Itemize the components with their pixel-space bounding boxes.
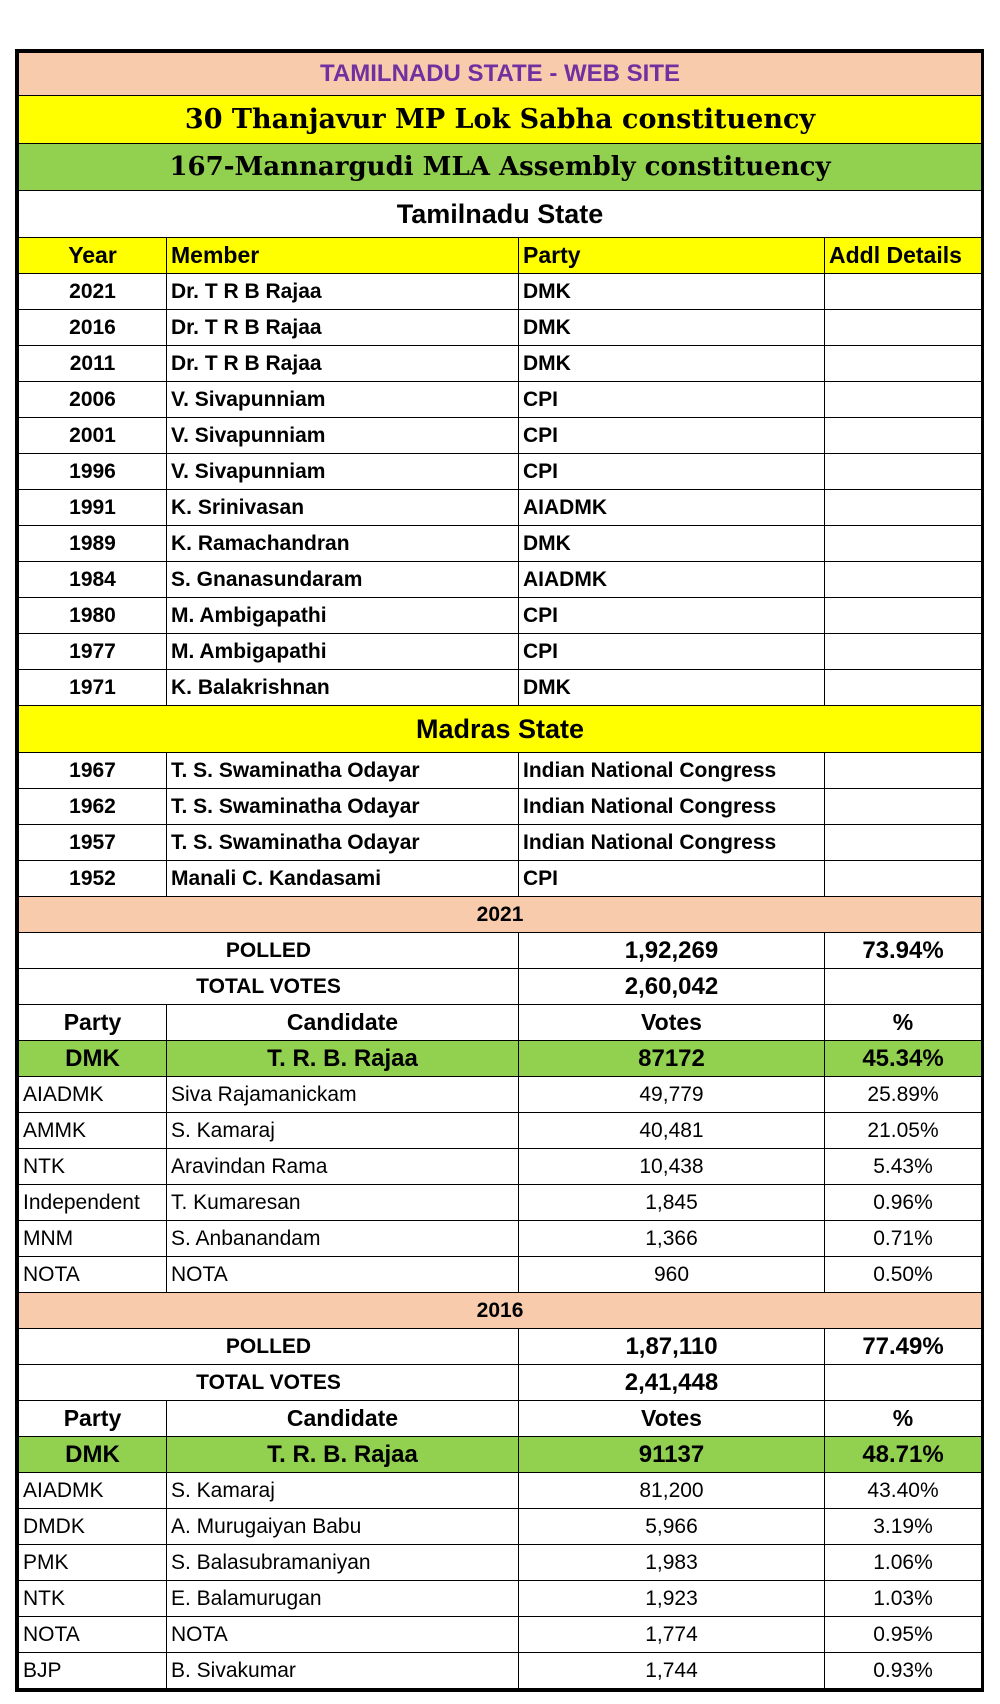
member-row [19,526,982,562]
candidate-percent: 0.71% [825,1221,982,1257]
member-year: 1971 [19,670,167,706]
member-name: S. Gnanasundaram [167,562,519,598]
member-year: 1984 [19,562,167,598]
member-details [825,598,982,634]
member-year: 2006 [19,382,167,418]
candidate-row [19,1185,982,1221]
candidate-party: Independent [19,1185,167,1221]
winner-candidate: T. R. B. Rajaa [167,1437,519,1473]
election-year: 2016 [19,1293,982,1329]
total-votes-value: 2,60,042 [519,969,825,1005]
candidate-votes: 81,200 [519,1473,825,1509]
candidate-row [19,1617,982,1653]
member-row [19,418,982,454]
candidate-row [19,1149,982,1185]
candidate-name: E. Balamurugan [167,1581,519,1617]
column-header-party: Party [19,1005,167,1041]
member-details [825,634,982,670]
member-party: Indian National Congress [519,789,825,825]
candidate-votes: 40,481 [519,1113,825,1149]
candidate-votes: 1,774 [519,1617,825,1653]
member-name: Dr. T R B Rajaa [167,310,519,346]
candidate-party: NTK [19,1149,167,1185]
member-party: AIADMK [519,562,825,598]
constituency-table [18,52,982,1689]
candidate-party: AMMK [19,1113,167,1149]
constituency-sheet [15,49,984,1692]
member-details [825,670,982,706]
member-row [19,382,982,418]
member-name: K. Srinivasan [167,490,519,526]
winner-percent: 48.71% [825,1437,982,1473]
member-party: DMK [519,670,825,706]
member-party: AIADMK [519,490,825,526]
member-name: V. Sivapunniam [167,418,519,454]
winner-row [19,1041,982,1077]
candidate-votes: 5,966 [519,1509,825,1545]
candidate-name: S. Kamaraj [167,1473,519,1509]
candidate-row [19,1257,982,1293]
candidate-row [19,1509,982,1545]
candidate-name: A. Murugaiyan Babu [167,1509,519,1545]
member-year: 1967 [19,753,167,789]
results-header-row [19,1401,982,1437]
member-name: V. Sivapunniam [167,382,519,418]
candidate-percent: 1.06% [825,1545,982,1581]
member-row [19,598,982,634]
candidate-votes: 1,744 [519,1653,825,1689]
member-row [19,634,982,670]
member-year: 2021 [19,274,167,310]
member-party: CPI [519,454,825,490]
member-name: Manali C. Kandasami [167,861,519,897]
member-details [825,418,982,454]
madras-member-row [19,789,982,825]
candidate-percent: 43.40% [825,1473,982,1509]
madras-member-row [19,861,982,897]
column-header-votes: Votes [519,1401,825,1437]
column-header-candidate: Candidate [167,1401,519,1437]
member-year: 1957 [19,825,167,861]
candidate-votes: 1,366 [519,1221,825,1257]
candidate-name: S. Kamaraj [167,1113,519,1149]
total-votes-empty [825,1365,982,1401]
member-year: 1989 [19,526,167,562]
candidate-name: NOTA [167,1257,519,1293]
candidate-votes: 49,779 [519,1077,825,1113]
member-name: K. Balakrishnan [167,670,519,706]
member-party: CPI [519,598,825,634]
polled-percent: 73.94% [825,933,982,969]
member-details [825,274,982,310]
winner-percent: 45.34% [825,1041,982,1077]
member-party: CPI [519,382,825,418]
election-year-row [19,897,982,933]
total-votes-label: TOTAL VOTES [19,969,519,1005]
madras-title-row [19,706,982,753]
member-name: M. Ambigapathi [167,634,519,670]
candidate-votes: 1,923 [519,1581,825,1617]
member-details [825,310,982,346]
member-party: DMK [519,310,825,346]
member-party: DMK [519,346,825,382]
member-name: T. S. Swaminatha Odayar [167,825,519,861]
member-year: 1962 [19,789,167,825]
member-year: 1980 [19,598,167,634]
member-party: Indian National Congress [519,753,825,789]
member-name: T. S. Swaminatha Odayar [167,753,519,789]
member-year: 1977 [19,634,167,670]
polled-label: POLLED [19,933,519,969]
total-votes-row [19,969,982,1005]
polled-row [19,1329,982,1365]
candidate-row [19,1113,982,1149]
total-votes-empty [825,969,982,1005]
column-header-details: Addl Details [825,238,982,274]
member-details [825,789,982,825]
member-details [825,753,982,789]
column-header-percent: % [825,1401,982,1437]
lok-sabha-title: 30 Thanjavur MP Lok Sabha constituency [19,96,982,144]
candidate-party: BJP [19,1653,167,1689]
total-votes-value: 2,41,448 [519,1365,825,1401]
polled-row [19,933,982,969]
member-name: Dr. T R B Rajaa [167,346,519,382]
candidate-party: MNM [19,1221,167,1257]
member-details [825,861,982,897]
member-details [825,562,982,598]
state-title: Tamilnadu State [19,191,982,238]
polled-value: 1,92,269 [519,933,825,969]
candidate-percent: 0.96% [825,1185,982,1221]
polled-percent: 77.49% [825,1329,982,1365]
member-row [19,274,982,310]
member-year: 2016 [19,310,167,346]
candidate-row [19,1221,982,1257]
candidate-name: S. Anbanandam [167,1221,519,1257]
member-row [19,562,982,598]
results-header-row [19,1005,982,1041]
member-party: CPI [519,634,825,670]
member-year: 2011 [19,346,167,382]
member-name: T. S. Swaminatha Odayar [167,789,519,825]
candidate-party: NOTA [19,1257,167,1293]
member-row [19,670,982,706]
election-year-row [19,1293,982,1329]
member-details [825,454,982,490]
assembly-title: 167-Mannargudi MLA Assembly constituency [19,144,982,191]
member-name: Dr. T R B Rajaa [167,274,519,310]
member-party: DMK [519,526,825,562]
column-header-candidate: Candidate [167,1005,519,1041]
member-year: 1996 [19,454,167,490]
candidate-percent: 21.05% [825,1113,982,1149]
candidate-party: NTK [19,1581,167,1617]
winner-party: DMK [19,1437,167,1473]
member-year: 1952 [19,861,167,897]
column-header-votes: Votes [519,1005,825,1041]
member-details [825,825,982,861]
member-details [825,490,982,526]
member-year: 1991 [19,490,167,526]
candidate-name: B. Sivakumar [167,1653,519,1689]
total-votes-row [19,1365,982,1401]
candidate-votes: 1,983 [519,1545,825,1581]
election-year: 2021 [19,897,982,933]
winner-votes: 91137 [519,1437,825,1473]
member-party: CPI [519,418,825,454]
polled-value: 1,87,110 [519,1329,825,1365]
madras-member-row [19,825,982,861]
candidate-name: Aravindan Rama [167,1149,519,1185]
candidate-row [19,1653,982,1689]
member-name: V. Sivapunniam [167,454,519,490]
column-header-party: Party [519,238,825,274]
member-row [19,490,982,526]
candidate-name: S. Balasubramaniyan [167,1545,519,1581]
madras-member-row [19,753,982,789]
candidate-votes: 960 [519,1257,825,1293]
member-details [825,382,982,418]
candidate-row [19,1077,982,1113]
candidate-party: NOTA [19,1617,167,1653]
member-row [19,454,982,490]
candidate-percent: 0.93% [825,1653,982,1689]
candidate-percent: 1.03% [825,1581,982,1617]
candidate-party: DMDK [19,1509,167,1545]
candidate-votes: 10,438 [519,1149,825,1185]
candidate-row [19,1581,982,1617]
column-header-year: Year [19,238,167,274]
candidate-name: Siva Rajamanickam [167,1077,519,1113]
member-party: Indian National Congress [519,825,825,861]
member-party: DMK [519,274,825,310]
winner-row [19,1437,982,1473]
candidate-row [19,1545,982,1581]
polled-label: POLLED [19,1329,519,1365]
candidate-percent: 3.19% [825,1509,982,1545]
site-title-row [19,53,982,96]
member-name: M. Ambigapathi [167,598,519,634]
member-name: K. Ramachandran [167,526,519,562]
candidate-percent: 25.89% [825,1077,982,1113]
candidate-votes: 1,845 [519,1185,825,1221]
column-header-member: Member [167,238,519,274]
candidate-party: AIADMK [19,1077,167,1113]
member-details [825,346,982,382]
madras-state-title: Madras State [19,706,982,753]
candidate-percent: 0.95% [825,1617,982,1653]
candidate-percent: 0.50% [825,1257,982,1293]
candidate-percent: 5.43% [825,1149,982,1185]
winner-party: DMK [19,1041,167,1077]
candidate-name: NOTA [167,1617,519,1653]
candidate-row [19,1473,982,1509]
assembly-row [19,144,982,191]
members-header-row [19,238,982,274]
state-title-row [19,191,982,238]
member-year: 2001 [19,418,167,454]
column-header-party: Party [19,1401,167,1437]
member-row [19,346,982,382]
lok-sabha-row [19,96,982,144]
candidate-name: T. Kumaresan [167,1185,519,1221]
candidate-party: PMK [19,1545,167,1581]
candidate-party: AIADMK [19,1473,167,1509]
winner-votes: 87172 [519,1041,825,1077]
column-header-percent: % [825,1005,982,1041]
winner-candidate: T. R. B. Rajaa [167,1041,519,1077]
total-votes-label: TOTAL VOTES [19,1365,519,1401]
site-title: TAMILNADU STATE - WEB SITE [19,53,982,96]
member-party: CPI [519,861,825,897]
member-details [825,526,982,562]
member-row [19,310,982,346]
